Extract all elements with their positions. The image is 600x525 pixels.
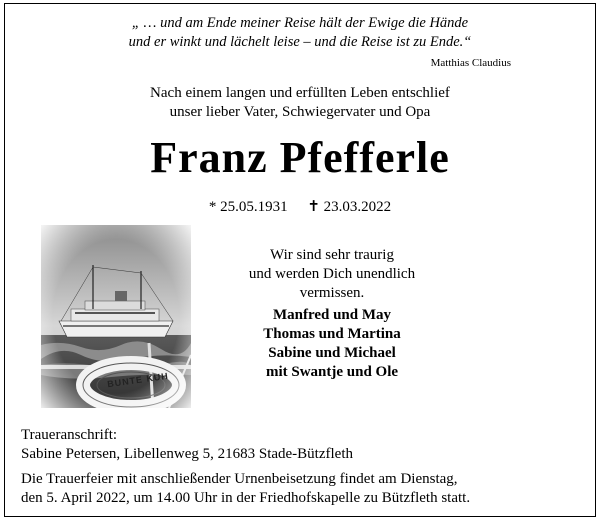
intro-line: unser lieber Vater, Schwiegervater und Opa — [169, 104, 431, 120]
message-line: vermissen. — [299, 285, 365, 301]
obituary-notice — [4, 3, 596, 517]
family-entry: Sabine und Michael — [268, 345, 396, 361]
intro-text — [5, 84, 595, 122]
ship-photo — [41, 225, 191, 408]
deceased-name: Franz Pfefferle — [150, 133, 450, 182]
life-dates — [5, 197, 595, 216]
mourning-address — [21, 426, 353, 464]
quote-line: und er winkt und lächelt leise – und die Reise ist zu Ende.“ — [128, 34, 472, 50]
lifebuoy-text: BUNTE KUH — [106, 370, 170, 390]
death-date: ✝ 23.03.2022 — [307, 199, 392, 215]
family-entry: Manfred und May — [272, 307, 392, 323]
address-value: Sabine Petersen, Libellenweg 5, 21683 Stade-Bützfleth — [21, 446, 353, 462]
quote — [5, 14, 595, 52]
family-entry: Thomas und Martina — [263, 326, 401, 342]
ceremony-info — [21, 470, 470, 508]
ceremony-line: den 5. April 2022, um 14.00 Uhr in der Friedhofskapelle zu Bützfleth statt. — [21, 490, 471, 506]
message-line: und werden Dich unendlich — [248, 266, 416, 282]
intro-line: Nach einem langen und erfüllten Leben entschlief — [150, 85, 450, 101]
ceremony-line: Die Trauerfeier mit anschließender Urnenbeisetzung findet am Dienstag, — [21, 471, 458, 487]
address-label: Traueranschrift: — [21, 427, 118, 443]
family-entry: mit Swantje und Ole — [265, 364, 399, 380]
condolence-message — [227, 246, 437, 303]
message-line: Wir sind sehr traurig — [270, 247, 394, 263]
quote-author: Matthias Claudius — [430, 57, 511, 69]
birth-date: * 25.05.1931 — [208, 199, 288, 215]
family-list — [227, 306, 437, 382]
quote-line: „ … und am Ende meiner Reise hält der Ewige die Hände — [131, 15, 469, 31]
